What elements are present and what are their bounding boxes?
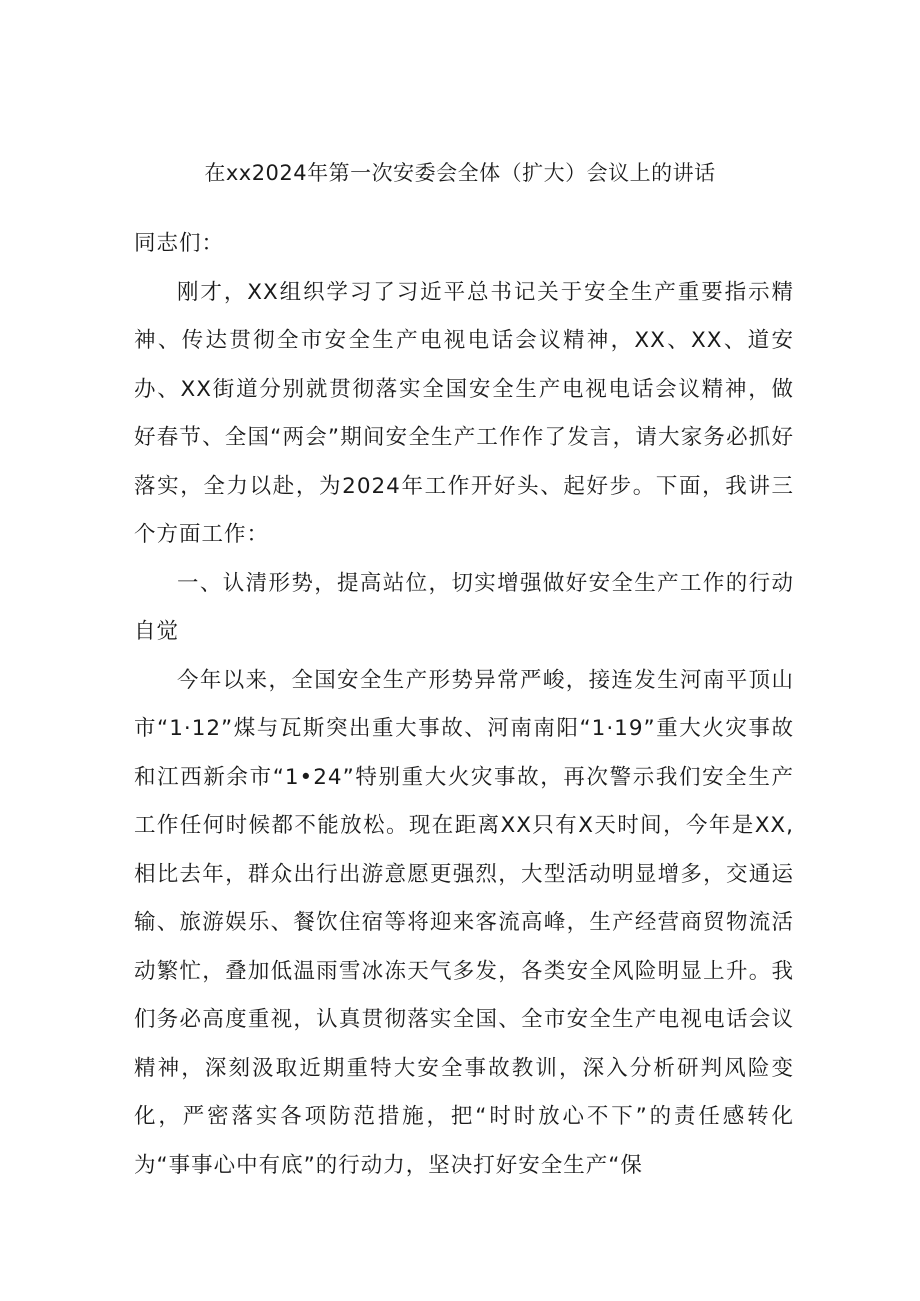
document-title: 在xx2024年第一次安委会全体（扩大）会议上的讲话 xyxy=(204,161,716,185)
section-heading-1: 一、认清形势，提高站位，切实增强做好安全生产工作的行动自觉 xyxy=(134,570,794,644)
salutation: 同志们： xyxy=(134,231,225,256)
paragraph-intro: 刚才，XX组织学习了习近平总书记关于安全生产重要指示精神、传达贯彻全市安全生产电视电话会议精神，XX、XX、道安办、XX街道分别就贯彻落实全国安全生产电视电话会议精神，做好春节、全国“两会”期间安全生产工作作了发言，请大家务必抓好落实，全力以赴，为2024年工作开好头、起好步。下面，我讲三个方面工作： xyxy=(134,279,794,547)
document-body xyxy=(134,220,794,1190)
paragraph-situation: 今年以来，全国安全生产形势异常严峻，接连发生河南平顶山市“1·12”煤与瓦斯突出重大事故、河南南阳“1·19”重大火灾事故和江西新余市“1•24”特别重大火灾事故，再次警示我们安全生产工作任何时候都不能放松。现在距离XX只有X天时间，今年是XX,相比去年，群众出行出游意愿更强烈，大型活动明显增多，交通运输、旅游娱乐、餐饮住宿等将迎来客流高峰，生产经营商贸物流活动繁忙，叠加低温雨雪冰冻天气多发，各类安全风险明显上升。我们务必高度重视，认真贯彻落实全国、全市安全生产电视电话会议精神，深刻汲取近期重特大安全事故教训，深入分析研判风险变化，严密落实各项防范措施，把“时时放心不下”的责任感转化为“事事心中有底”的行动力，坚决打好安全生产“保 xyxy=(134,667,794,1178)
